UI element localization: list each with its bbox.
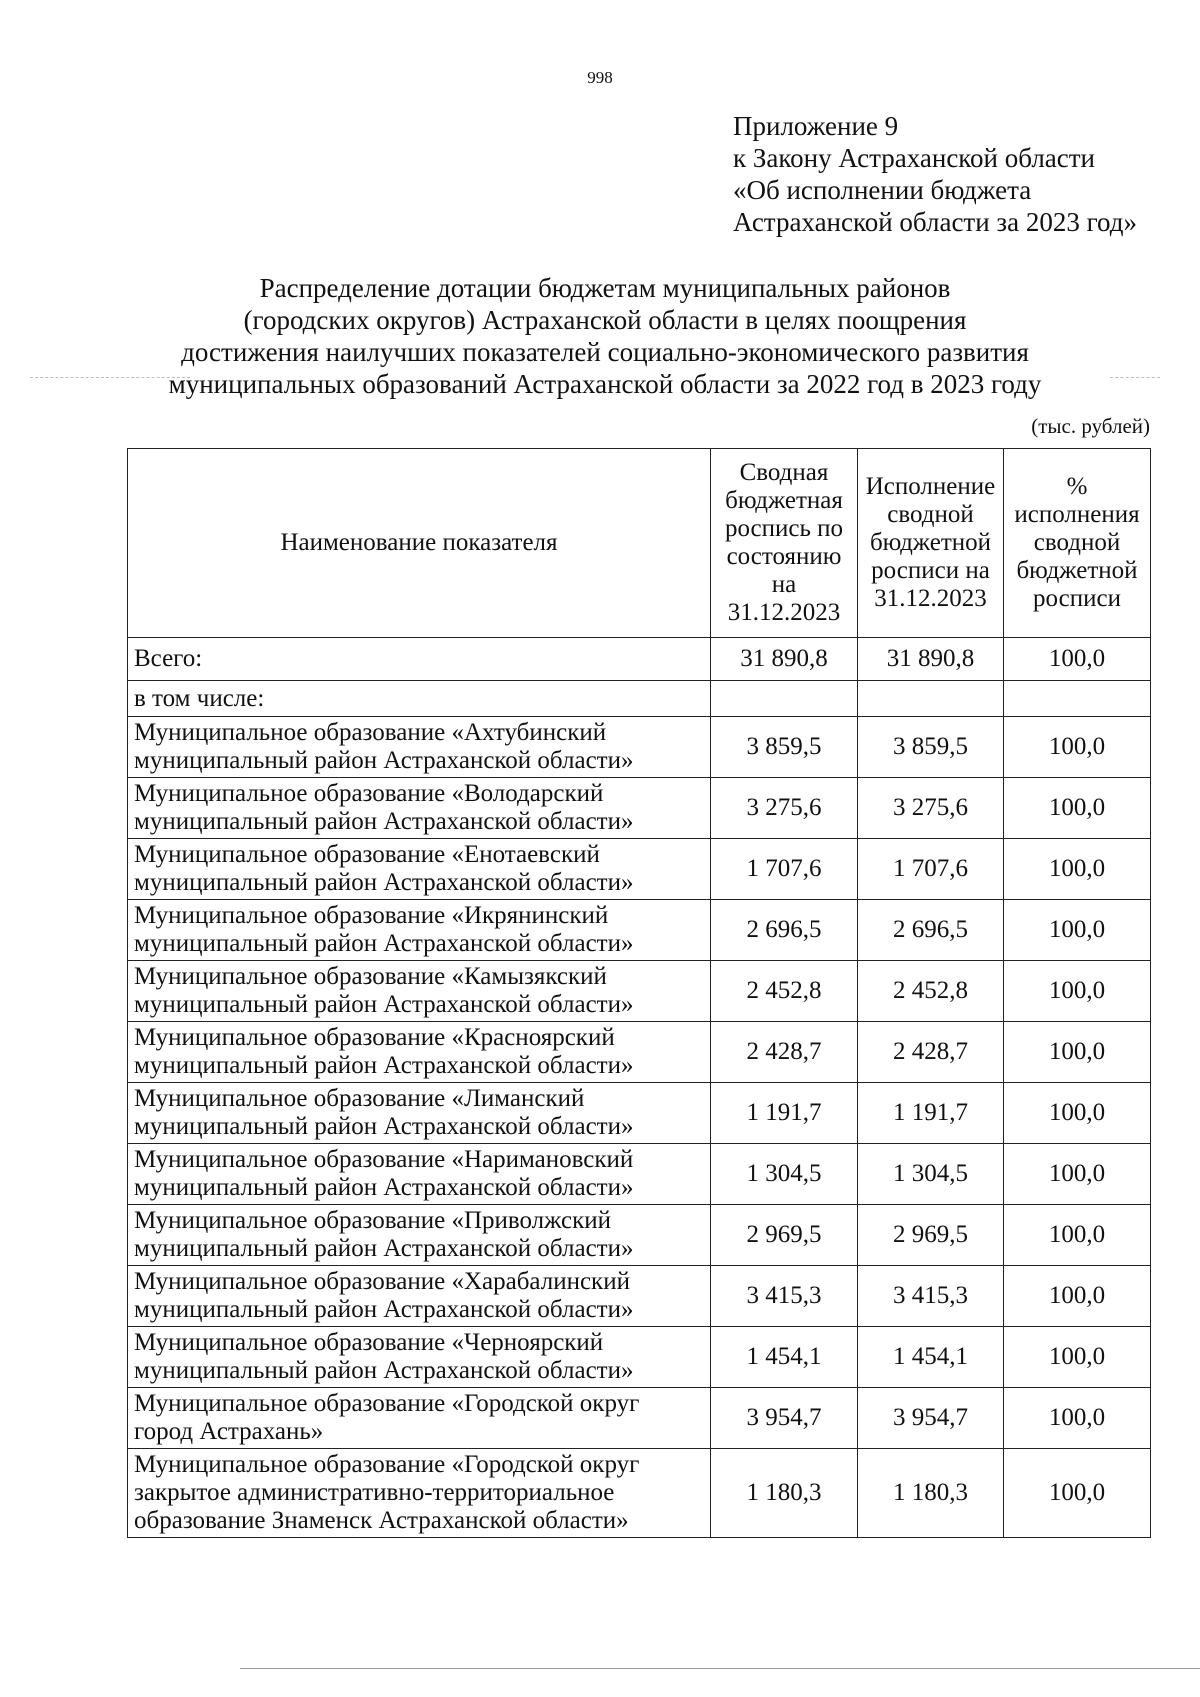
row-actual: 2 696,5 xyxy=(858,900,1004,961)
row-plan: 3 415,3 xyxy=(711,1266,858,1327)
header-indicator-name: Наименование показателя xyxy=(128,449,711,638)
title-line: достижения наилучших показателей социально-экономического развития xyxy=(181,337,1029,367)
empty-cell xyxy=(1004,681,1151,717)
total-row xyxy=(128,638,1151,681)
subheader-row xyxy=(128,681,1151,717)
row-percent: 100,0 xyxy=(1004,717,1151,778)
table-row xyxy=(128,839,1151,900)
row-actual: 2 969,5 xyxy=(858,1205,1004,1266)
row-actual: 1 454,1 xyxy=(858,1327,1004,1388)
scan-artifact-line xyxy=(30,377,190,378)
title-line: муниципальных образований Астраханской области за 2022 год в 2023 году xyxy=(168,369,1042,399)
row-percent: 100,0 xyxy=(1004,1266,1151,1327)
header-percent: % исполнения сводной бюджетной росписи xyxy=(1004,449,1151,638)
row-plan: 3 859,5 xyxy=(711,717,858,778)
row-actual: 1 191,7 xyxy=(858,1083,1004,1144)
appendix-line: «Об исполнении бюджета xyxy=(733,175,1032,205)
table-row xyxy=(128,1449,1151,1538)
row-percent: 100,0 xyxy=(1004,1327,1151,1388)
empty-cell xyxy=(711,681,858,717)
row-plan: 1 180,3 xyxy=(711,1449,858,1538)
row-actual: 1 707,6 xyxy=(858,839,1004,900)
scan-artifact-line xyxy=(1110,377,1160,378)
page-number: 998 xyxy=(587,68,613,87)
table-row xyxy=(128,1022,1151,1083)
row-name: Муниципальное образование «Черноярский муниципальный район Астраханской области» xyxy=(128,1327,711,1388)
title-line: (городских округов) Астраханской области в целях поощрения xyxy=(243,305,967,335)
appendix-line: Приложение 9 xyxy=(733,111,899,141)
total-percent: 100,0 xyxy=(1004,638,1151,681)
row-name: Муниципальное образование «Икрянинский муниципальный район Астраханской области» xyxy=(128,900,711,961)
row-actual: 3 954,7 xyxy=(858,1388,1004,1449)
row-plan: 1 191,7 xyxy=(711,1083,858,1144)
row-percent: 100,0 xyxy=(1004,1205,1151,1266)
header-actual: Исполнение сводной бюджетной росписи на 31.12.2023 xyxy=(858,449,1004,638)
table-row xyxy=(128,1144,1151,1205)
table-row xyxy=(128,1388,1151,1449)
row-plan: 2 969,5 xyxy=(711,1205,858,1266)
row-name: Муниципальное образование «Енотаевский муниципальный район Астраханской области» xyxy=(128,839,711,900)
row-percent: 100,0 xyxy=(1004,1022,1151,1083)
table-row xyxy=(128,778,1151,839)
total-label: Всего: xyxy=(128,638,711,681)
row-actual: 2 428,7 xyxy=(858,1022,1004,1083)
row-name: Муниципальное образование «Харабалинский муниципальный район Астраханской области» xyxy=(128,1266,711,1327)
row-actual: 3 415,3 xyxy=(858,1266,1004,1327)
row-actual: 1 304,5 xyxy=(858,1144,1004,1205)
row-plan: 2 428,7 xyxy=(711,1022,858,1083)
row-plan: 3 954,7 xyxy=(711,1388,858,1449)
row-name: Муниципальное образование «Ахтубинский муниципальный район Астраханской области» xyxy=(128,717,711,778)
row-percent: 100,0 xyxy=(1004,1388,1151,1449)
row-name: Муниципальное образование «Наримановский муниципальный район Астраханской области» xyxy=(128,1144,711,1205)
title-line: Распределение дотации бюджетам муниципальных районов xyxy=(259,273,951,303)
empty-cell xyxy=(858,681,1004,717)
row-plan: 1 454,1 xyxy=(711,1327,858,1388)
row-plan: 1 304,5 xyxy=(711,1144,858,1205)
total-plan: 31 890,8 xyxy=(711,638,858,681)
table-row xyxy=(128,1083,1151,1144)
row-plan: 3 275,6 xyxy=(711,778,858,839)
row-percent: 100,0 xyxy=(1004,1449,1151,1538)
row-actual: 3 859,5 xyxy=(858,717,1004,778)
row-actual: 1 180,3 xyxy=(858,1449,1004,1538)
row-plan: 2 452,8 xyxy=(711,961,858,1022)
row-percent: 100,0 xyxy=(1004,1144,1151,1205)
appendix-line: к Закону Астраханской области xyxy=(733,143,1096,173)
scan-bottom-edge xyxy=(240,1668,1200,1669)
table-row xyxy=(128,717,1151,778)
row-plan: 1 707,6 xyxy=(711,839,858,900)
row-plan: 2 696,5 xyxy=(711,900,858,961)
subheader-label: в том числе: xyxy=(128,681,711,717)
total-actual: 31 890,8 xyxy=(858,638,1004,681)
units-label: (тыс. рублей) xyxy=(1031,414,1150,438)
row-percent: 100,0 xyxy=(1004,778,1151,839)
row-percent: 100,0 xyxy=(1004,1083,1151,1144)
row-name: Муниципальное образование «Камызякский муниципальный район Астраханской области» xyxy=(128,961,711,1022)
row-percent: 100,0 xyxy=(1004,900,1151,961)
row-name: Муниципальное образование «Володарский муниципальный район Астраханской области» xyxy=(128,778,711,839)
header-plan: Сводная бюджетная роспись по состоянию на 31.12.2023 xyxy=(711,449,858,638)
table-row xyxy=(128,900,1151,961)
table-row xyxy=(128,1327,1151,1388)
row-name: Муниципальное образование «Приволжский муниципальный район Астраханской области» xyxy=(128,1205,711,1266)
appendix-line: Астраханской области за 2023 год» xyxy=(733,207,1137,237)
row-actual: 3 275,6 xyxy=(858,778,1004,839)
row-name: Муниципальное образование «Красноярский муниципальный район Астраханской области» xyxy=(128,1022,711,1083)
appendix-note xyxy=(733,110,1137,238)
table-row xyxy=(128,1205,1151,1266)
row-percent: 100,0 xyxy=(1004,961,1151,1022)
row-percent: 100,0 xyxy=(1004,839,1151,900)
document-title xyxy=(130,272,1080,400)
table-row xyxy=(128,961,1151,1022)
row-name: Муниципальное образование «Лиманский муниципальный район Астраханской области» xyxy=(128,1083,711,1144)
row-name: Муниципальное образование «Городской округ город Астрахань» xyxy=(128,1388,711,1449)
table-row xyxy=(128,1266,1151,1327)
row-name: Муниципальное образование «Городской округ закрытое административно-территориальное образование Знаменск Астраханской области» xyxy=(128,1449,711,1538)
table-header-row xyxy=(128,449,1151,638)
budget-table xyxy=(127,448,1151,1538)
row-actual: 2 452,8 xyxy=(858,961,1004,1022)
